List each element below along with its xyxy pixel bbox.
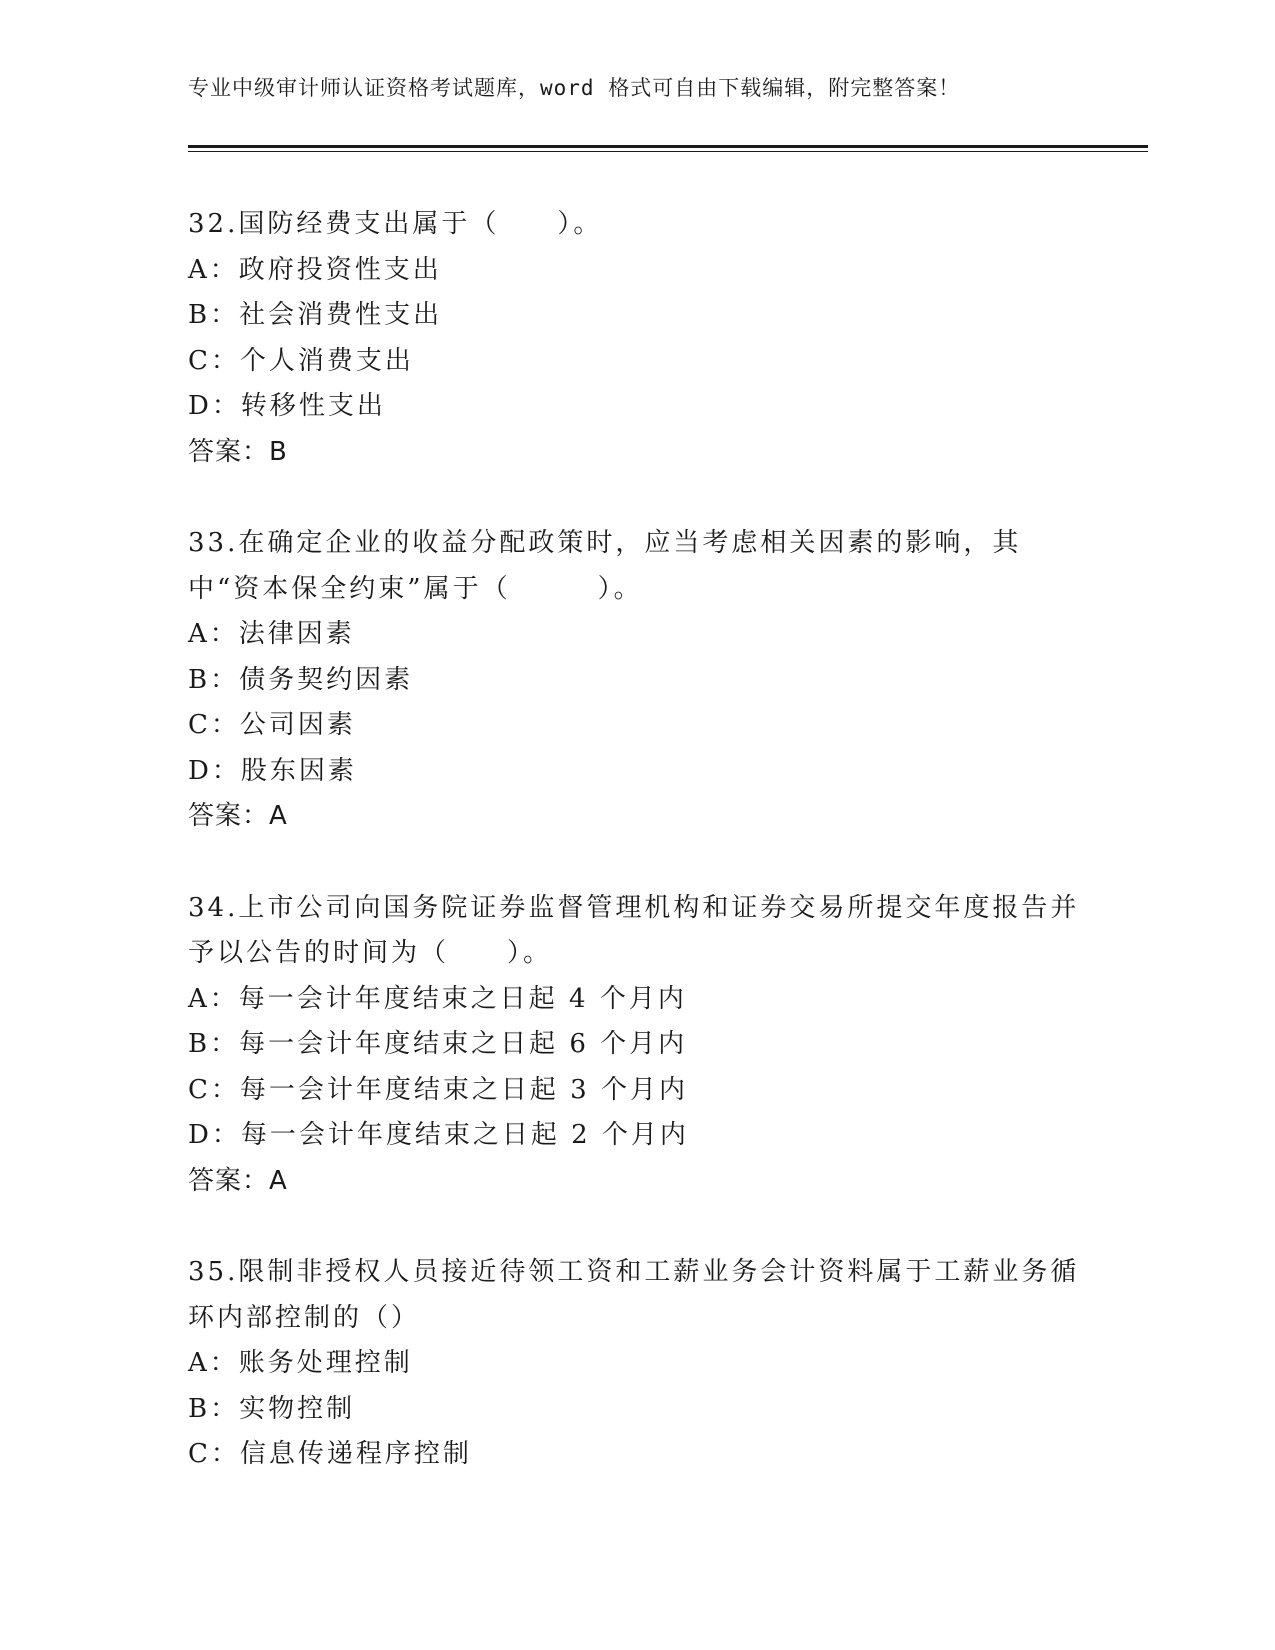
question-34	[188, 886, 1088, 1205]
question-list	[188, 202, 1088, 1524]
question-35	[188, 1250, 1088, 1478]
answer: 答案：A	[188, 801, 288, 831]
option-b: B：债务契约因素	[188, 664, 414, 695]
answer: 答案：B	[188, 436, 288, 467]
option-c: C：信息传递程序控制	[188, 1439, 472, 1469]
header-rule-thin	[188, 151, 1148, 152]
option-b: B：每一会计年度结束之日起 6 个月内	[188, 1029, 688, 1059]
header-rule-thick	[188, 145, 1148, 148]
answer: 答案：A	[188, 1165, 288, 1196]
option-d: D：每一会计年度结束之日起 2 个月内	[188, 1120, 689, 1150]
option-c: C：公司因素	[188, 710, 356, 740]
option-c: C：个人消费支出	[188, 345, 414, 376]
question-stem: 35.限制非授权人员接近待领工资和工薪业务会计资料属于工薪业务循环内部控制的（）	[188, 1257, 1080, 1333]
question-stem: 33.在确定企业的收益分配政策时，应当考虑相关因素的影响，其中“资本保全约束”属于（ ）。	[188, 528, 1022, 604]
question-33	[188, 521, 1088, 840]
option-a: A：政府投资性支出	[188, 254, 442, 285]
page-header: 专业中级审计师认证资格考试题库，word 格式可自由下载编辑，附完整答案！	[188, 76, 961, 100]
option-a: A：每一会计年度结束之日起 4 个月内	[188, 983, 687, 1014]
question-stem: 32.国防经费支出属于（ ）。	[188, 209, 603, 239]
option-a: A：法律因素	[188, 619, 355, 649]
option-d: D：转移性支出	[188, 391, 386, 421]
question-stem: 34.上市公司向国务院证券监督管理机构和证券交易所提交年度报告并予以公告的时间为（ ）。	[188, 892, 1080, 968]
option-a: A：账务处理控制	[188, 1348, 413, 1378]
question-32	[188, 202, 1088, 475]
option-b: B：社会消费性支出	[188, 300, 443, 330]
option-d: D：股东因素	[188, 755, 357, 786]
option-c: C：每一会计年度结束之日起 3 个月内	[188, 1074, 688, 1105]
option-b: B：实物控制	[188, 1393, 356, 1424]
